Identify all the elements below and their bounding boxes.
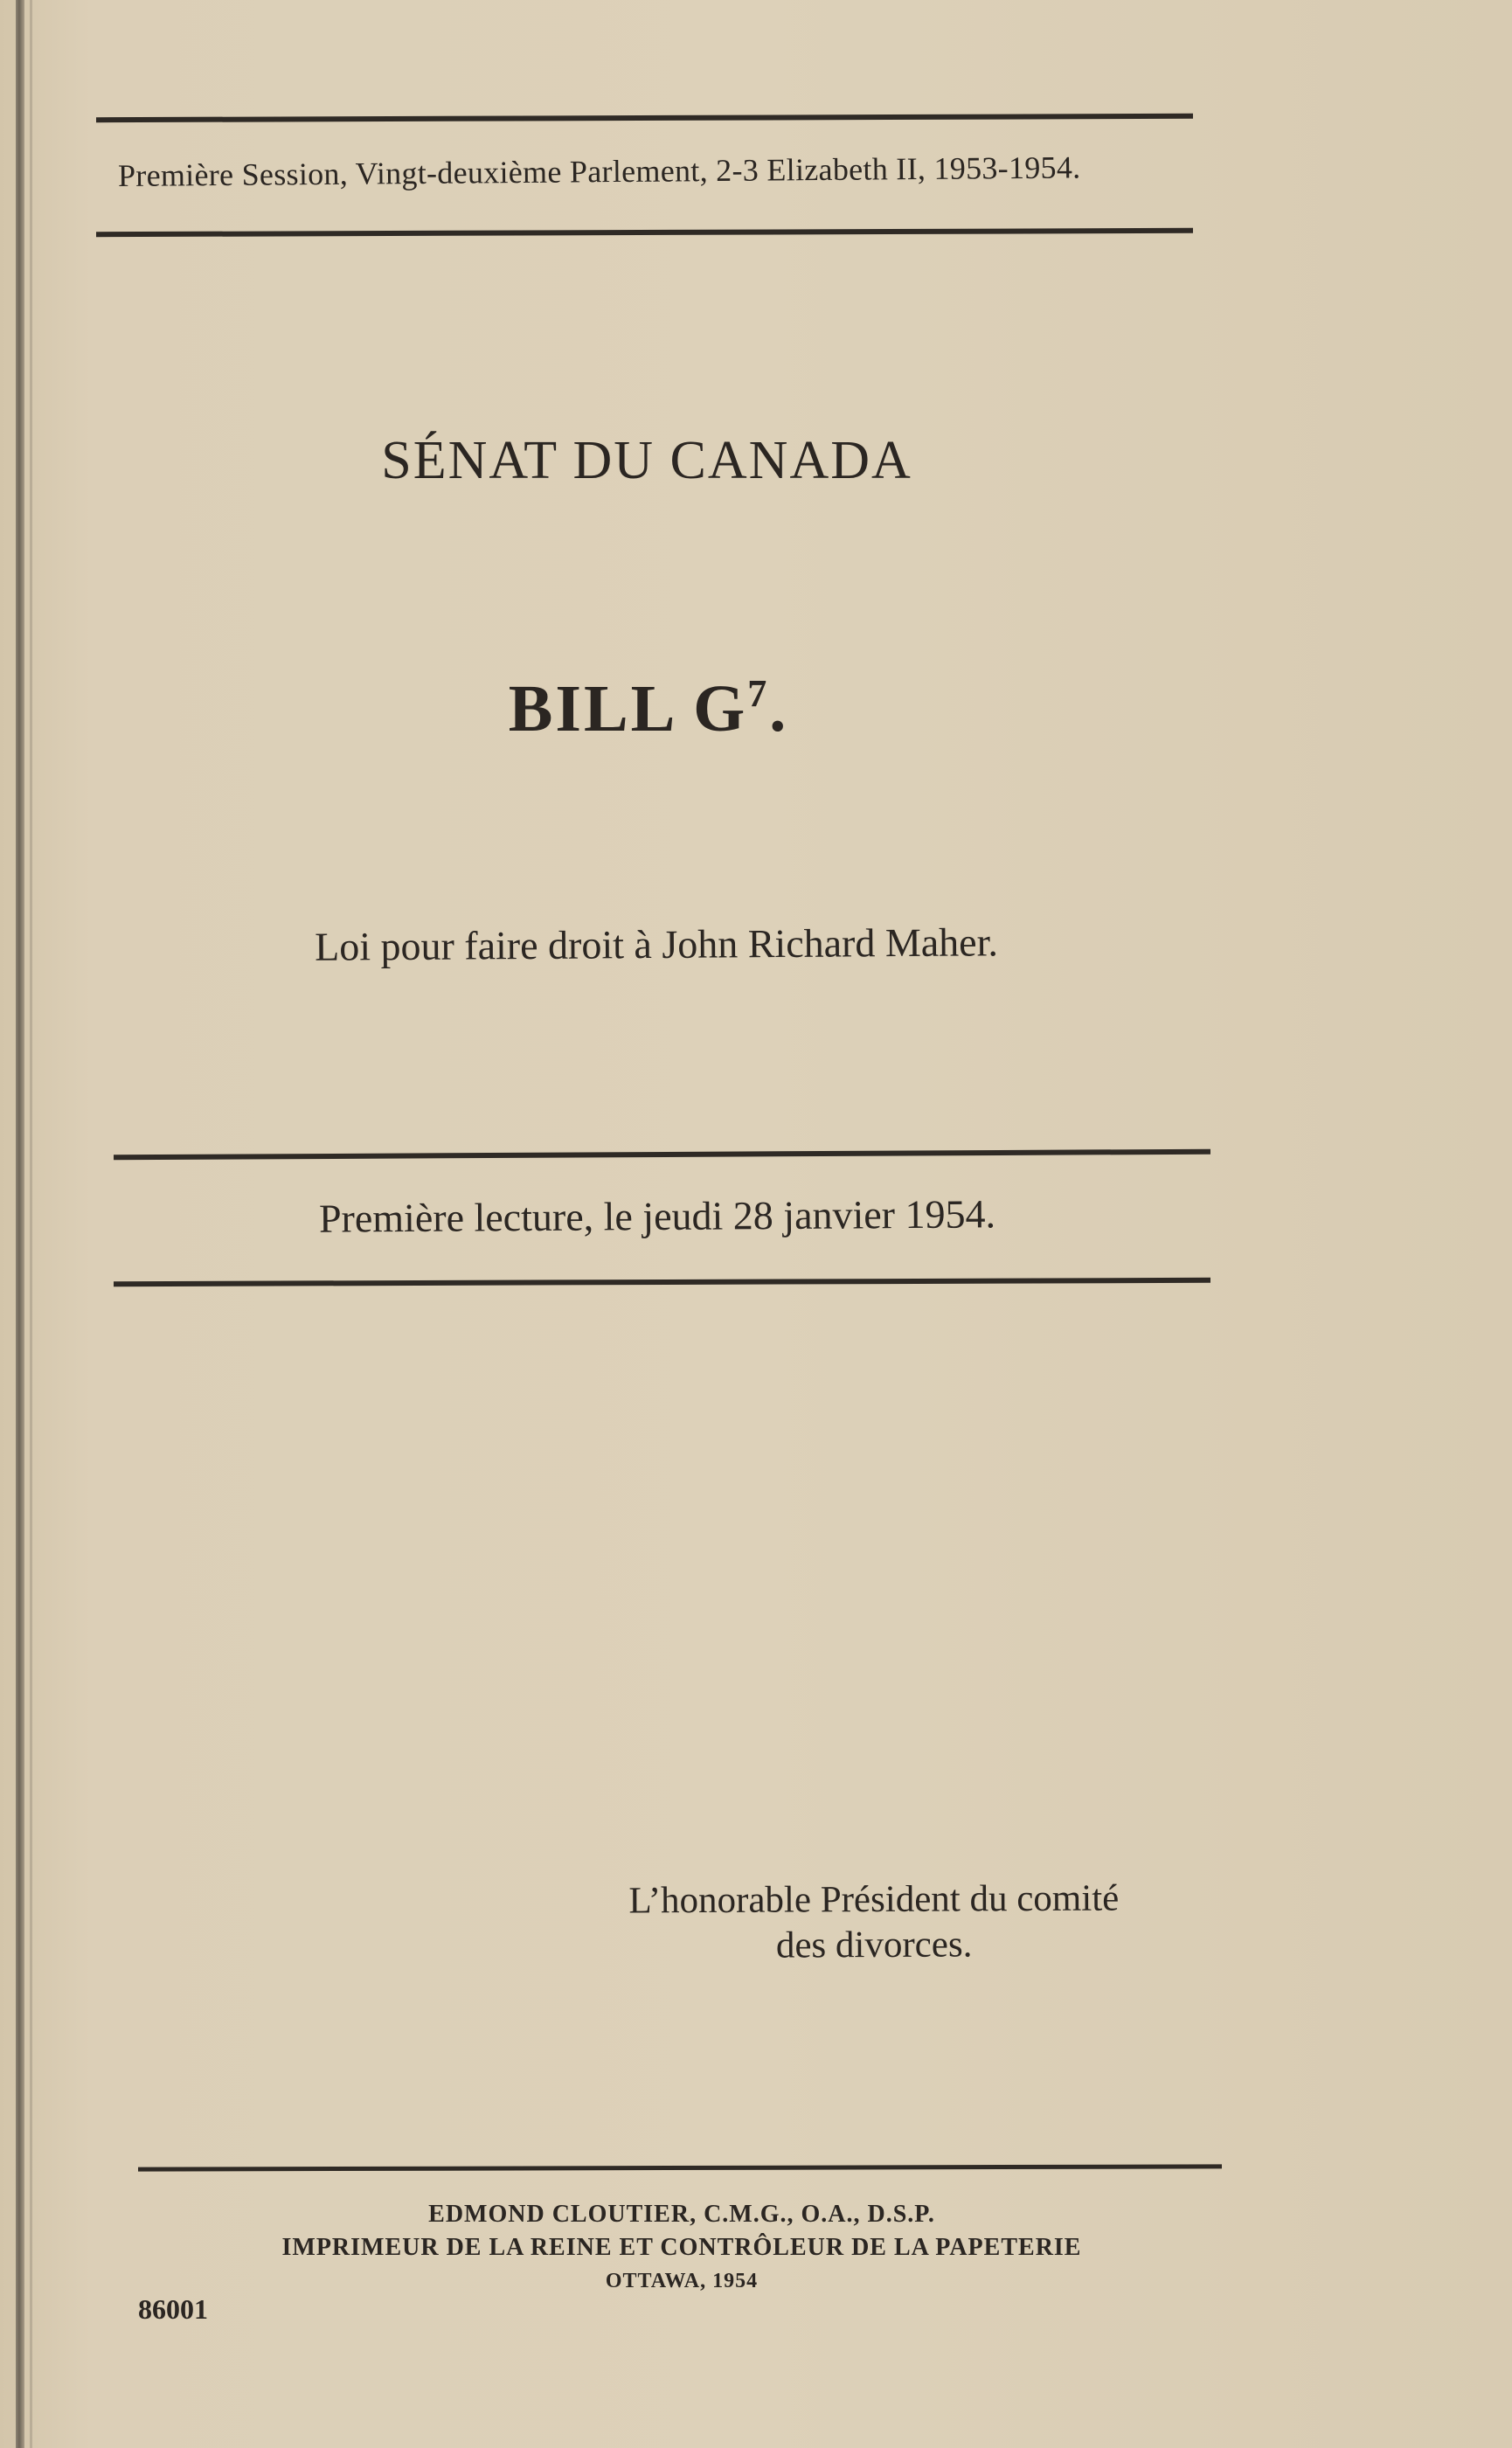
- bill-period: .: [769, 672, 789, 745]
- printer-imprint: [157, 2198, 1206, 2298]
- printer-place-year: OTTAWA, 1954: [605, 2270, 759, 2292]
- sponsor-line-2: des divorces.: [775, 1924, 973, 1966]
- footer-rule: [138, 2164, 1222, 2171]
- bill-number: [0, 671, 1297, 747]
- printer-name: EDMOND CLOUTIER, C.M.G., O.A., D.S.P.: [428, 2201, 935, 2228]
- chamber-name: SÉNAT DU CANADA: [381, 431, 912, 490]
- reading-top-rule: [114, 1149, 1210, 1161]
- header-bottom-rule: [96, 228, 1193, 237]
- document-number: 86001: [138, 2293, 208, 2325]
- first-reading: Première lecture, le jeudi 28 janvier 1954.: [318, 1191, 996, 1241]
- printer-title: IMPRIMEUR DE LA REINE ET CONTRÔLEUR DE LA PAPETERIE: [281, 2234, 1082, 2261]
- reading-bottom-rule: [114, 1278, 1210, 1286]
- bill-label: BILL G: [508, 672, 748, 745]
- sponsor-line-1: L’honorable Président du comité: [628, 1877, 1120, 1922]
- session-line: Première Session, Vingt-deuxième Parlement, 2-3 Elizabeth II, 1953-1954.: [117, 149, 1081, 193]
- bill-superscript: 7: [747, 672, 770, 715]
- sponsor: [564, 1876, 1185, 1970]
- act-title: Loi pour faire droit à John Richard Maher.: [314, 919, 999, 969]
- top-rule: [96, 114, 1193, 122]
